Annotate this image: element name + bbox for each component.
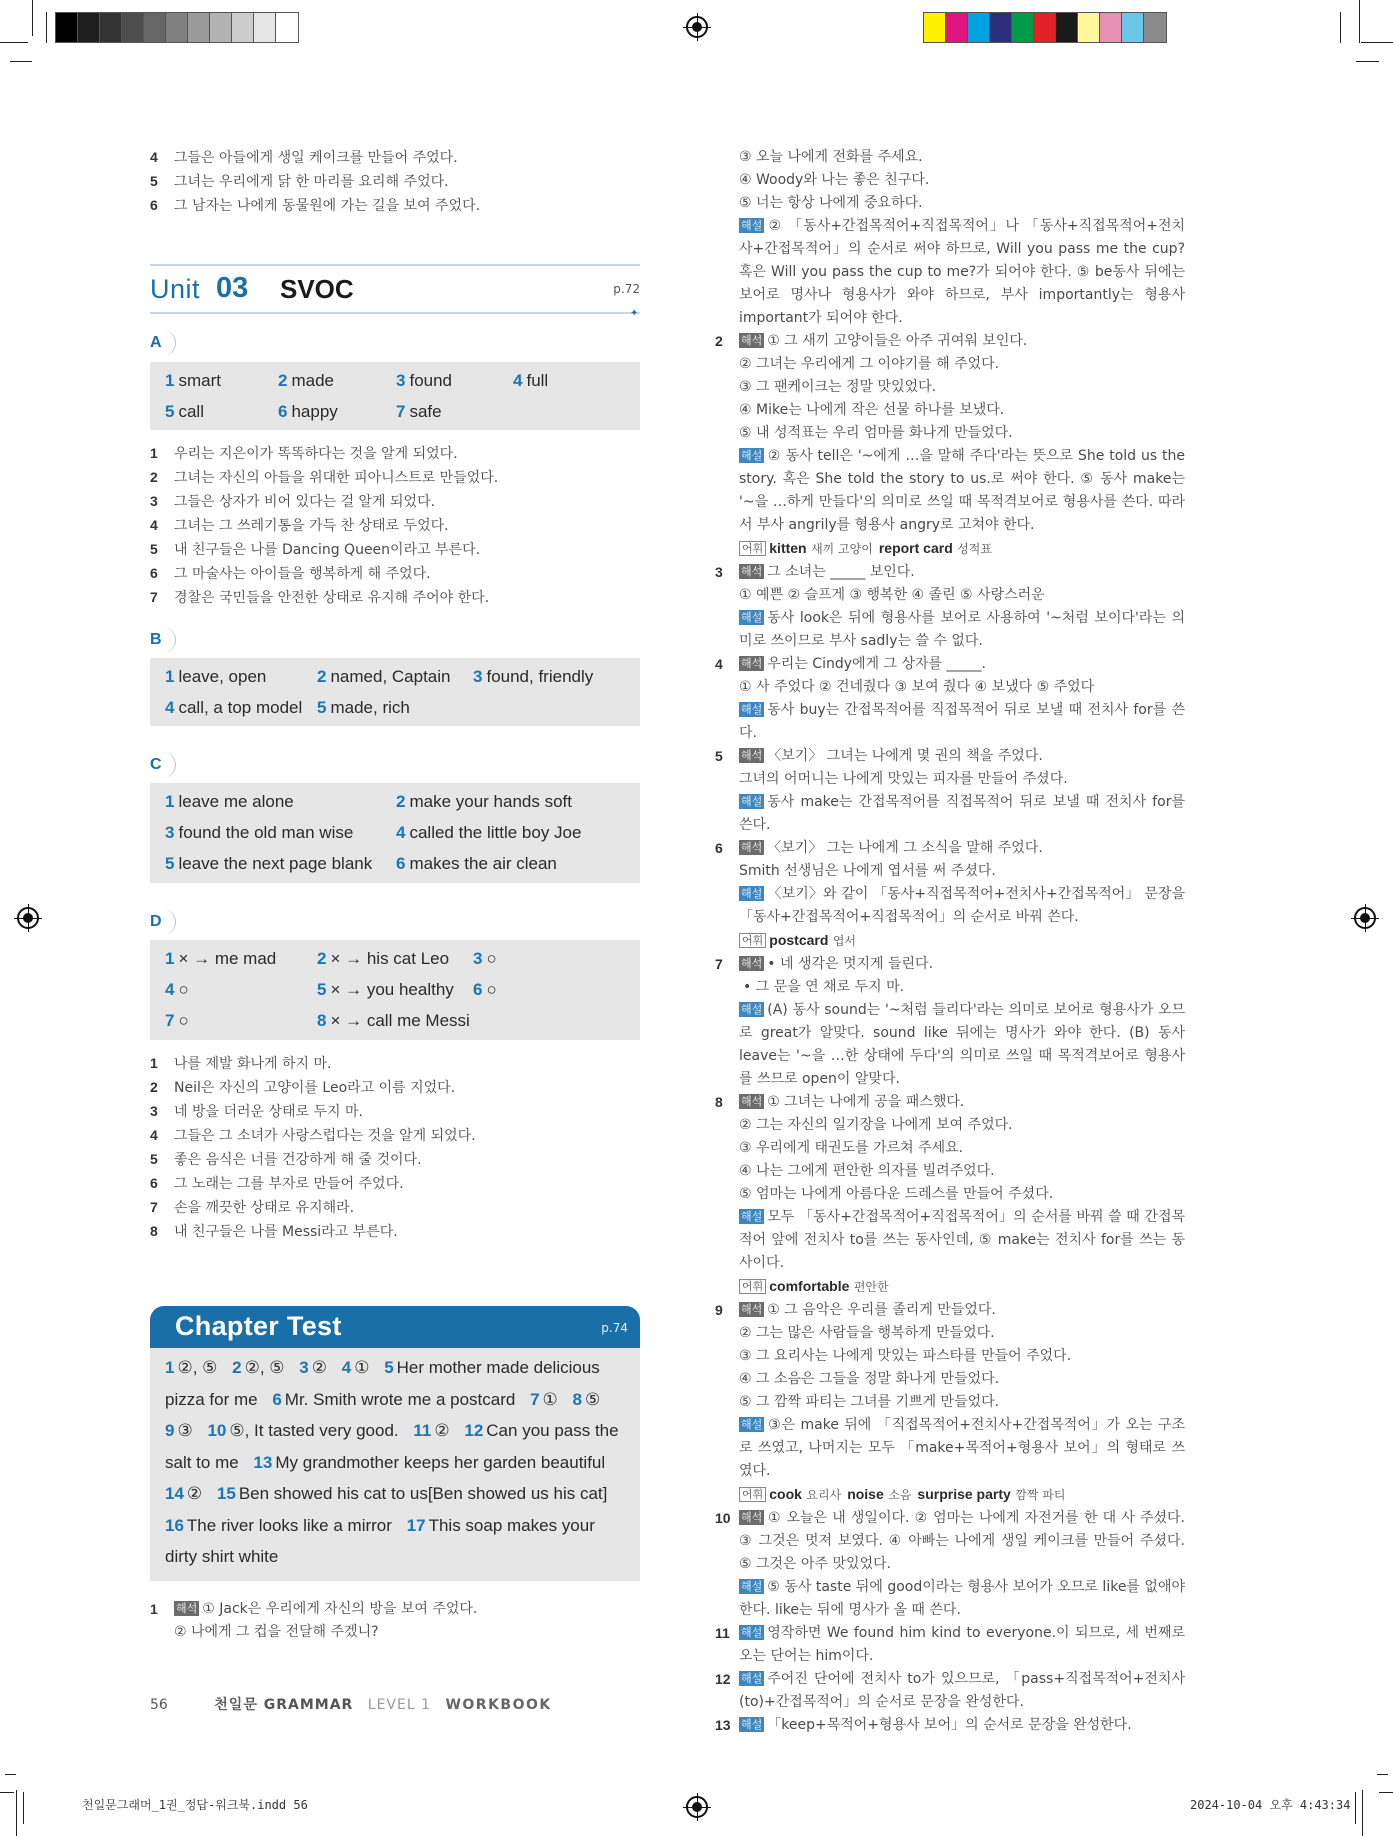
answer: 5 Her mother made delicious pizza for me (165, 1358, 600, 1409)
crop-mark (46, 12, 47, 43)
translation-line: 6 그 남자는 나에게 동물원에 가는 길을 보여 주었다. (150, 197, 481, 214)
vocab-line: 어휘 postcard 엽서 (739, 929, 1185, 953)
section-d-translations (150, 1052, 640, 1244)
swatch (946, 13, 968, 42)
crop-mark (1379, 1792, 1393, 1793)
unit-heading (150, 264, 640, 319)
page-footer (150, 1694, 552, 1714)
crop-mark (1356, 61, 1379, 62)
chapter-test-title: Chapter Test (175, 1311, 342, 1341)
vocab-line: 어휘 cook 요리사 noise 소음 surprise party 깜짝 파티 (739, 1483, 1185, 1507)
swatch (122, 13, 144, 42)
chapter-test-page-ref: p.74 (601, 1321, 628, 1335)
registration-mark-icon (1354, 907, 1376, 929)
answer: 5 × → you healthy (317, 980, 454, 999)
answer: 1 leave me alone (165, 792, 294, 811)
explanations-column (715, 146, 1185, 1737)
crop-mark (0, 1792, 14, 1793)
answer: 6 makes the air clean (396, 854, 557, 873)
answer: 4 full (513, 371, 549, 390)
swatch (1122, 13, 1144, 42)
answer: 6 Mr. Smith wrote me a postcard (272, 1389, 516, 1409)
crop-mark (16, 1790, 17, 1836)
answer: 1 smart (165, 371, 221, 390)
answer: 12 Can you pass the salt to me (165, 1421, 619, 1472)
translation-line: 2 Neil은 자신의 고양이를 Leo라고 이름 지었다. (150, 1079, 456, 1096)
swatch (1012, 13, 1034, 42)
registration-mark-icon (686, 1796, 708, 1818)
swatch (990, 13, 1012, 42)
answer: 3 ② (299, 1358, 327, 1377)
answer: 5 call (165, 402, 204, 421)
translation-line: 8 내 친구들은 나를 Messi라고 부른다. (150, 1223, 398, 1240)
answer: 7 ○ (165, 1011, 189, 1030)
crop-mark (1361, 42, 1393, 43)
swatch (78, 13, 100, 42)
answer: 3 found the old man wise (165, 823, 354, 842)
crop-mark (1377, 1774, 1388, 1775)
intro-lines (150, 146, 642, 218)
book-level: LEVEL 1 (367, 1697, 431, 1713)
answer: 7 safe (396, 402, 442, 421)
vocab-tag: 어휘 (739, 541, 766, 556)
answer: 2 named, Captain (317, 667, 451, 686)
answer: 3 ○ (473, 949, 497, 968)
answer: 6 happy (278, 402, 338, 421)
slug-filename: 천일문그래머_1권_정답-워크북.indd 56 (82, 1798, 308, 1812)
answer: 6 ○ (473, 980, 497, 999)
translation-line: 5 좋은 음식은 너를 건강하게 해 줄 것이다. (150, 1151, 422, 1168)
swatch (1100, 13, 1122, 42)
crop-mark (5, 1774, 16, 1775)
swatch (1056, 13, 1078, 42)
swatch (1034, 13, 1056, 42)
answer: 11 ② (413, 1421, 450, 1440)
crop-mark (1340, 12, 1341, 43)
answer: 2 ②, ⑤ (232, 1358, 285, 1377)
question-1-start: 1 해석 ① Jack은 우리에게 자신의 방을 보여 주었다. ② 나에게 그 컵을 전달해 주겠니? (150, 1601, 478, 1640)
answer: 5 made, rich (317, 698, 410, 717)
question-5: 5 해석 〈보기〉 그녀는 나에게 몇 권의 책을 주었다. 그녀의 어머니는 나에게 맛있는 피자를 만들어 주셨다. 해설 동사 make는 간접목적어를 직접목적어 뒤로 보낼 때 전치사 for를 쓴다. (715, 748, 1185, 833)
swatch (210, 13, 232, 42)
answer: 10 ⑤, It tasted very good. (207, 1421, 399, 1440)
section-a-label: A (150, 330, 176, 356)
section-c-label: C (150, 752, 176, 778)
translation-line: 4 그녀는 그 쓰레기통을 가득 찬 상태로 두었다. (150, 517, 449, 534)
crop-mark (1359, 0, 1360, 43)
crop-mark (0, 42, 28, 43)
translation-line: 7 손을 깨끗한 상태로 유지해라. (150, 1199, 355, 1216)
section-a-translations (150, 442, 640, 610)
swatch (276, 13, 298, 42)
question-4: 4 해석 우리는 Cindy에게 그 상자를 _____. ① 사 주었다 ② 건네줬다 ③ 보여 줬다 ④ 보냈다 ⑤ 주었다 해설 동사 buy는 간접목적어를 직접목적어 뒤로 보낼 때 전치사 for를 쓴다. (715, 656, 1185, 741)
answer: 7 ① (530, 1389, 558, 1409)
question-2: 2 해석 ① 그 새끼 고양이들은 아주 귀여워 보인다. ② 그녀는 우리에게 그 이야기를 해 주었다. ③ 그 팬케이크는 정말 맛있었다. ④ Mike는 나에게 작은 선물 하나를 보냈다. ⑤ 내 성적표는 우리 엄마를 화나게 만들었다. 해설 ② 동사 tell은 '~에게 …을 말해 주다'라는 뜻으로 She told us the story. 혹은 She told the story to us.로 써야 한다. ⑤ 동사 make는 '~을 …하게 만들다'의 의미로 쓰일 때 목적격보어로 형용사를 쓴다. 따라서 부사 angrily를 형용사 angry로 고쳐야 한다. 어휘 kitten 새끼 고양이 report card 성적표 (715, 330, 1185, 561)
registration-mark-icon (17, 907, 39, 929)
book-brand: 천일문 GRAMMAR (214, 1697, 354, 1713)
section-b-label: B (150, 627, 176, 653)
answer: 1 × → me mad (165, 949, 277, 968)
answer: 9 ③ (165, 1421, 193, 1440)
question-7: 7 해석 • 네 생각은 멋지게 들린다. • 그 문을 연 채로 두지 마. 해설 (A) 동사 sound는 '~처럼 들리다'라는 의미로 보어로 형용사가 오므로 great가 알맞다. sound like 뒤에는 명사가 와야 한다. (B) 동사 leave는 '~을 …한 상태에 두다'의 의미로 쓰일 때 목적격보어로 형용사를 쓰므로 open이 알맞다. (715, 956, 1185, 1087)
answer: 1 leave, open (165, 667, 267, 686)
slug-timestamp: 2024-10-04 오후 4:43:34 (1190, 1798, 1351, 1812)
answer: 2 make your hands soft (396, 792, 572, 811)
answer: 15 Ben showed his cat to us[Ben showed us his cat] (216, 1484, 608, 1503)
crop-mark (23, 1792, 24, 1824)
grayscale-color-bar (55, 12, 299, 43)
question-1-cont: ③ 오늘 나에게 전화를 주세요. ④ Woody와 나는 좋은 친구다. ⑤ 너는 항상 나에게 중요하다. 해설 ② 「동사+간접목적어+직접목적어」나 「동사+직접목적어+전치사+간접목적어」의 순서로 써야 하므로, Will you pass me the cup? 혹은 Will you pass the cup to me?가 되어야 한다. ⑤ be동사 뒤에는 보어로 명사나 형용사가 와야 하므로, 부사 importantly는 형용사 important가 되어야 한다. (739, 149, 1185, 326)
answer: 1 ②, ⑤ (165, 1358, 218, 1377)
swatch (56, 13, 78, 42)
chapter-test-answers (150, 1348, 640, 1581)
question-6: 6 해석 〈보기〉 그는 나에게 그 소식을 말해 주었다. Smith 선생님은 나에게 엽서를 써 주셨다. 해설 〈보기〉와 같이 「동사+직접목적어+전치사+간접목적어」 문장을 「동사+간접목적어+직접목적어」의 순서로 바꿔 쓴다. 어휘 postcard 엽서 (715, 837, 1185, 953)
answer: 4 ○ (165, 980, 189, 999)
section-d-label: D (150, 909, 176, 935)
book-type: WORKBOOK (445, 1697, 552, 1713)
section-d-answers (150, 940, 640, 1040)
registration-mark-icon (686, 16, 708, 38)
translation-line: 2 그녀는 자신의 아들을 위대한 피아니스트로 만들었다. (150, 469, 499, 486)
translation-line: 7 경찰은 국민들을 안전한 상태로 유지해 주어야 한다. (150, 589, 490, 606)
answer: 4 ① (341, 1358, 370, 1377)
question-10: 10 해석 ① 오늘은 내 생일이다. ② 엄마는 나에게 자전거를 한 대 사 주셨다. ③ 그것은 멋져 보였다. ④ 아빠는 나에게 생일 케이크를 만들어 주셨다. ⑤ 그것은 아주 맛있었다. 해설 ⑤ 동사 taste 뒤에 good이라는 형용사 보어가 오므로 like를 없애야 한다. like는 뒤에 명사가 올 때 쓴다. (715, 1510, 1185, 1618)
swatch (968, 13, 990, 42)
unit-label: Unit (150, 274, 201, 304)
crop-mark (10, 61, 32, 62)
question-9: 9 해석 ① 그 음악은 우리를 졸리게 만들었다. ② 그는 많은 사람들을 행복하게 만들었다. ③ 그 요리사는 나에게 맛있는 파스타를 만들어 주었다. ④ 그 소음은 그들을 정말 화나게 만들었다. ⑤ 그 깜짝 파티는 그녀를 기쁘게 만들었다. 해설 ③은 make 뒤에 「직접목적어+전치사+간접목적어」가 오는 구조로 쓰였고, 나머지는 모두 「make+목적어+형용사 보어」의 형태로 쓰였다. 어휘 cook 요리사 noise 소음 surprise party 깜짝 파티 (715, 1299, 1185, 1507)
swatch (1078, 13, 1100, 42)
answer: 2 made (278, 371, 334, 390)
answer: 8 × → call me Messi (317, 1011, 470, 1030)
page-number: 56 (150, 1697, 168, 1713)
answer: 8 ⑤ (572, 1389, 601, 1409)
translation-line: 3 그들은 상자가 비어 있다는 걸 알게 되었다. (150, 493, 436, 510)
swatch (166, 13, 188, 42)
plus-icon: ✦ (630, 308, 639, 319)
crop-mark (1362, 1790, 1363, 1836)
answer: 4 call, a top model (165, 698, 303, 717)
translation-line: 3 네 방을 더러운 상태로 두지 마. (150, 1103, 363, 1120)
process-color-bar (923, 12, 1167, 43)
section-b-answers (150, 658, 640, 726)
translation-line: 6 그 마술사는 아이들을 행복하게 해 주었다. (150, 565, 431, 582)
vocab-line: 어휘 comfortable 편안한 (739, 1275, 1185, 1299)
answer: 16 The river looks like a mirror (165, 1515, 392, 1535)
chapter-test-box (150, 1306, 640, 1581)
question-8: 8 해석 ① 그녀는 나에게 공을 패스했다. ② 그는 자신의 일기장을 나에게 보여 주었다. ③ 우리에게 태권도를 가르쳐 주세요. ④ 나는 그에게 편안한 의자를 빌려주었다. ⑤ 엄마는 나에게 아름다운 드레스를 만들어 주셨다. 해설 모두 「동사+간접목적어+직접목적어」의 순서를 바꿔 쓸 때 간접목적어 앞에 전치사 to를 쓰는 동사인데, ⑤ make는 전치사 for를 쓰는 동사이다. 어휘 comfortable 편안한 (715, 1091, 1185, 1299)
swatch (1144, 13, 1166, 42)
swatch (924, 13, 946, 42)
translation-line: 5 내 친구들은 나를 Dancing Queen이라고 부른다. (150, 541, 481, 558)
answer: 3 found, friendly (473, 667, 594, 686)
answer: 2 × → his cat Leo (317, 949, 450, 968)
answer: 13 My grandmother keeps her garden beautiful (253, 1452, 606, 1472)
swatch (144, 13, 166, 42)
translation-line: 5 그녀는 우리에게 닭 한 마리를 요리해 주었다. (150, 173, 449, 190)
translation-line: 4 그들은 그 소녀가 사랑스럽다는 것을 알게 되었다. (150, 1127, 476, 1144)
unit-title: SVOC (280, 274, 354, 304)
translation-tag: 해석 (176, 1602, 198, 1615)
swatch (188, 13, 210, 42)
vocab-line: 어휘 kitten 새끼 고양이 report card 성적표 (739, 537, 1185, 561)
crop-mark (1355, 1792, 1356, 1824)
crop-mark (32, 0, 33, 36)
question-13: 13 해설 「keep+목적어+형용사 보어」의 순서로 문장을 완성한다. (715, 1717, 1132, 1733)
section-a-answers (150, 362, 640, 430)
section-c-answers (150, 783, 640, 883)
explanation-tag: 해설 (741, 219, 763, 232)
translation-line: 1 우리는 지은이가 똑똑하다는 것을 알게 되었다. (150, 445, 458, 462)
answer: 4 called the little boy Joe (396, 823, 582, 842)
swatch (232, 13, 254, 42)
chapter-test-header (150, 1306, 640, 1348)
question-12: 12 해설 주어진 단어에 전치사 to가 있으므로, 「pass+직접목적어+전치사(to)+간접목적어」의 순서로 문장을 완성한다. (715, 1671, 1185, 1710)
translation-line: 6 그 노래는 그를 부자로 만들어 주었다. (150, 1175, 404, 1192)
unit-number: 03 (216, 272, 249, 304)
question-3: 3 해석 그 소녀는 _____ 보인다. ① 예쁜 ② 슬프게 ③ 행복한 ④ 졸린 ⑤ 사랑스러운 해설 동사 look은 뒤에 형용사를 보어로 사용하여 '~처럼 보이다'라는 의미로 쓰이므로 부사 sadly는 쓸 수 없다. (715, 564, 1185, 649)
answer: 17 This soap makes your dirty shirt white (165, 1515, 595, 1566)
swatch (254, 13, 276, 42)
answer: 3 found (396, 371, 453, 390)
unit-page-ref: p.72 (613, 282, 640, 296)
swatch (100, 13, 122, 42)
question-11: 11 해설 영작하면 We found him kind to everyone.이 되므로, 세 번째로 오는 단어는 him이다. (715, 1625, 1185, 1664)
answer: 14 ② (165, 1484, 203, 1503)
translation-line: 4 그들은 아들에게 생일 케이크를 만들어 주었다. (150, 149, 458, 166)
answer: 5 leave the next page blank (165, 854, 373, 873)
translation-line: 1 나를 제발 화나게 하지 마. (150, 1055, 332, 1072)
